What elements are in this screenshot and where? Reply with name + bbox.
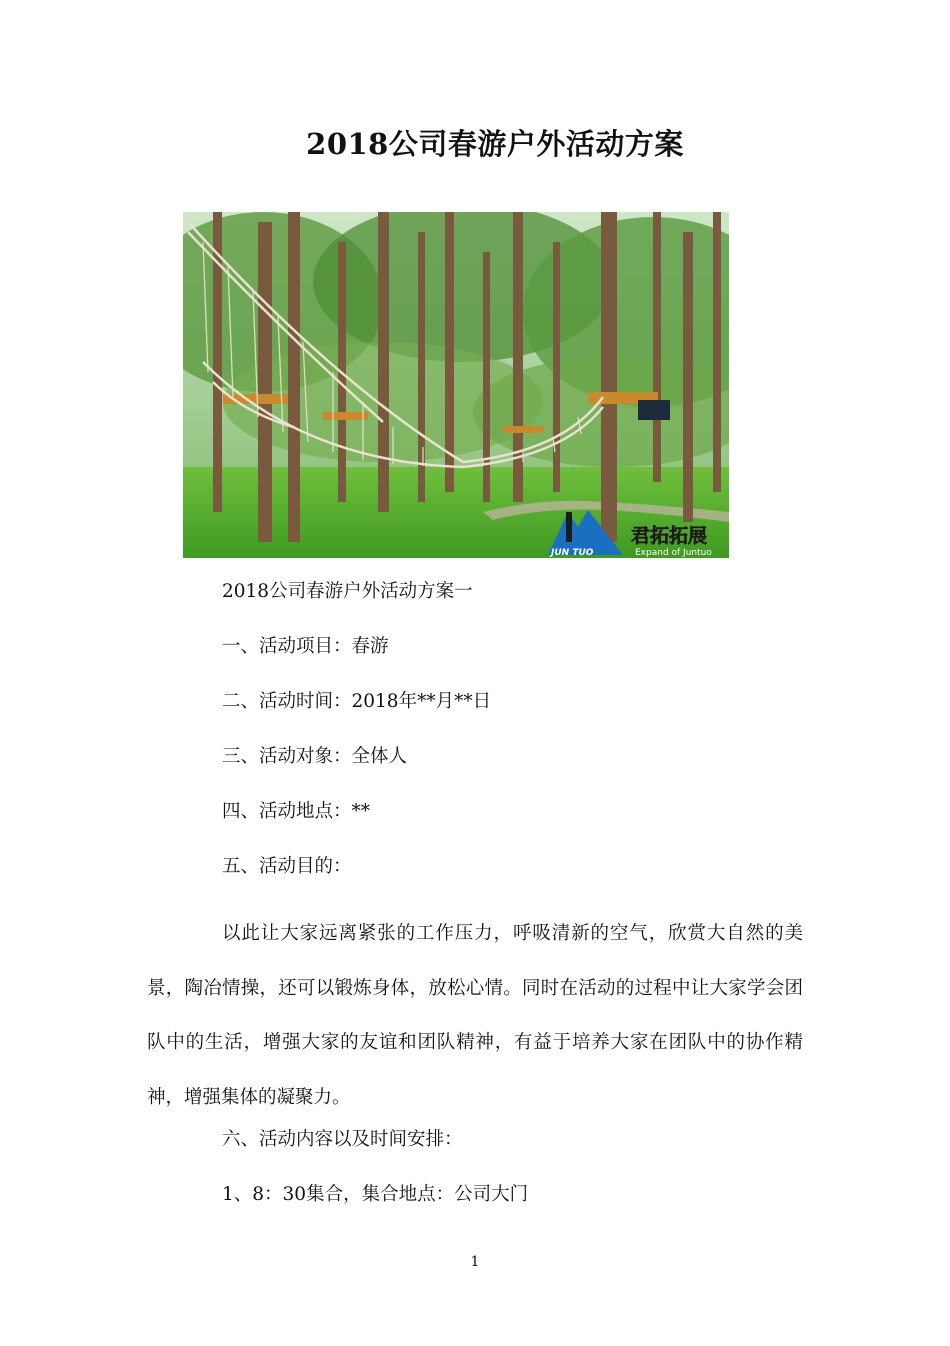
schedule-item-1: 1、8：30集合，集合地点：公司大门 [222, 1184, 529, 1205]
svg-text:君拓拓展: 君拓拓展 [631, 525, 708, 547]
item-purpose-heading: 五、活动目的： [222, 856, 352, 877]
subtitle: 2018公司春游户外活动方案一 [222, 581, 473, 602]
item-location: 四、活动地点：** [222, 801, 371, 822]
svg-text:Expand of Juntuo: Expand of Juntuo [635, 548, 712, 558]
photo-ropes-course [183, 212, 729, 558]
item-audience: 三、活动对象：全体人 [222, 746, 408, 767]
purpose-paragraph: 以此让大家远离紧张的工作压力，呼吸清新的空气，欣赏大自然的美景，陶冶情操，还可以锻炼身体，放松心情。同时在活动的过程中让大家学会团队中的生活，增强大家的友谊和团队精神，有益于培养大家在团队中的协作精神，增强集体的凝聚力。 [147, 923, 803, 1108]
document-title: 2018公司春游户外活动方案 [306, 127, 684, 161]
page-number: 1 [470, 1254, 480, 1270]
item-project: 一、活动项目：春游 [222, 636, 389, 657]
item-time: 二、活动时间：2018年**月**日 [222, 691, 492, 712]
svg-text:JUN TUO: JUN TUO [551, 548, 594, 558]
section-6-heading: 六、活动内容以及时间安排： [222, 1129, 463, 1150]
